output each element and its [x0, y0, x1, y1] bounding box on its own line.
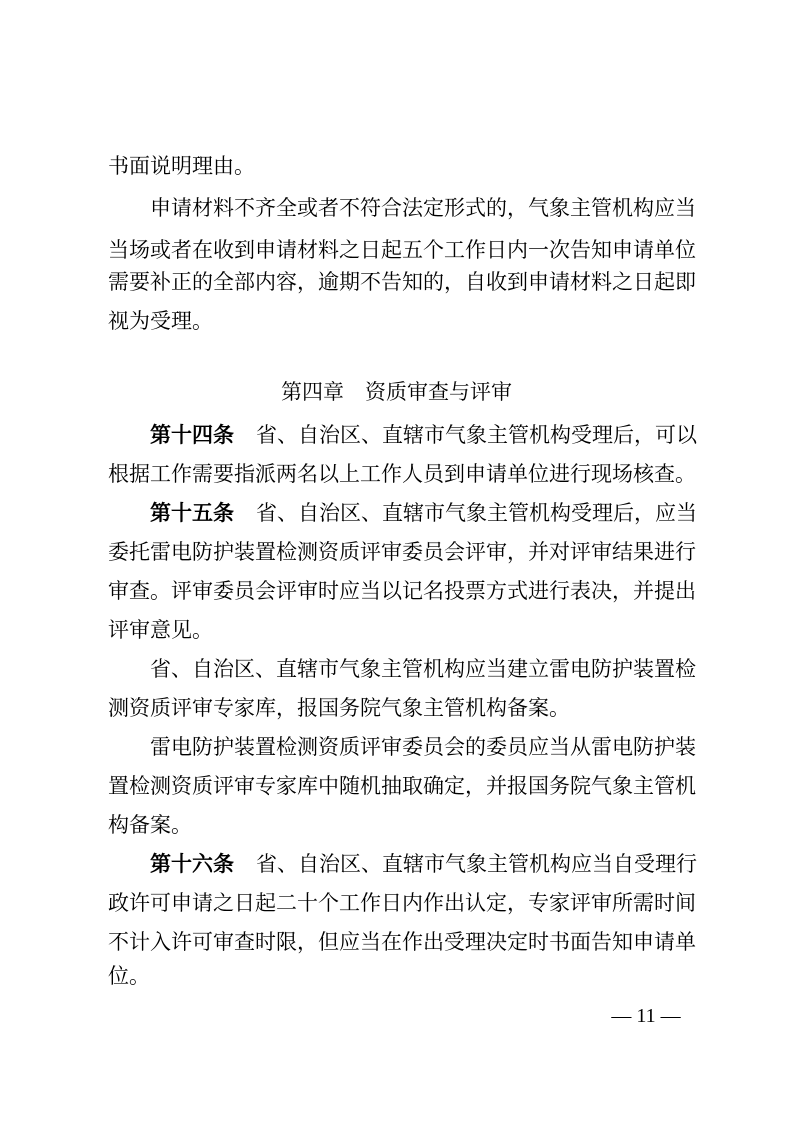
article-text: 省、自治区、直辖市气象主管机构应当自受理行: [256, 852, 697, 876]
text-line: 构备案。: [108, 813, 192, 837]
text-line: 政许可申请之日起二十个工作日内作出认定，专家评审所需时间: [108, 891, 696, 915]
text-line: 位。: [108, 964, 150, 988]
article-15-line: [150, 499, 696, 527]
text-line: 雷电防护装置检测资质评审委员会的委员应当从雷电防护装: [150, 735, 696, 759]
text-line: 书面说明理由。: [108, 154, 255, 178]
text-line: 置检测资质评审专家库中随机抽取确定，并报国务院气象主管机: [108, 774, 696, 798]
text-line: 审查。评审委员会评审时应当以记名投票方式进行表决，并提出: [108, 579, 696, 603]
page-number: — 11 —: [611, 1005, 681, 1027]
article-text: 省、自治区、直辖市气象主管机构受理后，应当: [256, 501, 697, 525]
text-line: 评审意见。: [108, 618, 213, 642]
article-text: 省、自治区、直辖市气象主管机构受理后，可以: [256, 423, 697, 447]
article-label: 第十五条: [150, 501, 234, 525]
article-label: 第十四条: [150, 423, 234, 447]
chapter-title: 第四章 资质审查与评审: [281, 380, 512, 404]
text-line: 根据工作需要指派两名以上工作人员到申请单位进行现场核查。: [108, 462, 696, 486]
article-label: 第十六条: [150, 852, 234, 876]
text-line: 委托雷电防护装置检测资质评审委员会评审，并对评审结果进行: [108, 540, 696, 564]
text-line: 不计入许可审查时限，但应当在作出受理决定时书面告知申请单: [108, 930, 696, 954]
text-line: 申请材料不齐全或者不符合法定形式的，气象主管机构应当: [150, 196, 696, 220]
text-line: 当场或者在收到申请材料之日起五个工作日内一次告知申请单位: [108, 238, 696, 262]
text-line: 测资质评审专家库，报国务院气象主管机构备案。: [108, 696, 570, 720]
text-line: 视为受理。: [108, 309, 213, 333]
text-line: 省、自治区、直辖市气象主管机构应当建立雷电防护装置检: [150, 657, 696, 681]
article-16-line: [150, 850, 696, 878]
article-14-line: [150, 421, 696, 449]
text-line: 需要补正的全部内容，逾期不告知的，自收到申请材料之日起即: [108, 270, 696, 294]
